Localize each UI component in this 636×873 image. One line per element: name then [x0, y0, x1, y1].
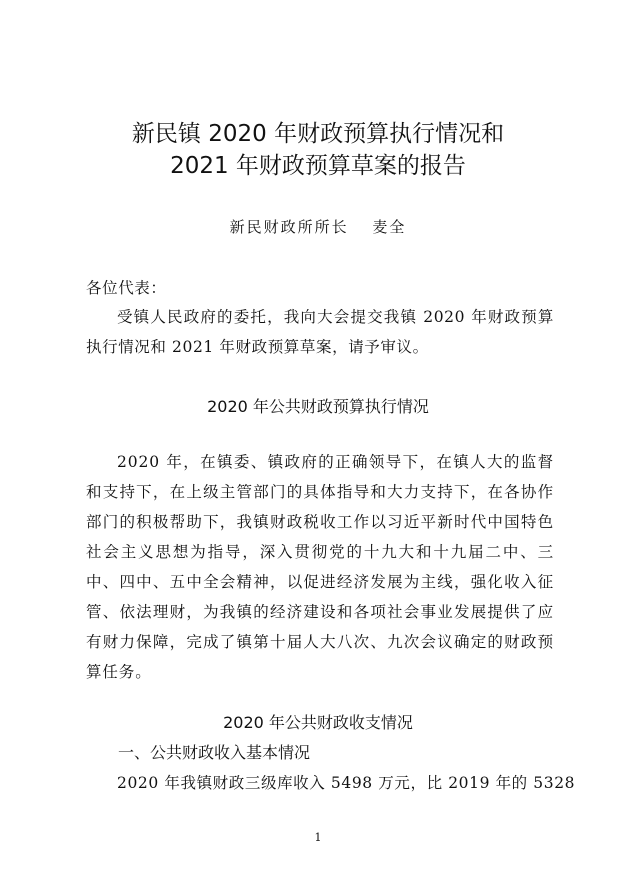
section-heading-budget-execution: 2020 年公共财政预算执行情况 — [207, 397, 429, 416]
revenue-paragraph: 2020 年我镇财政三级库收入 5498 万元，比 2019 年的 5328 — [117, 774, 576, 792]
report-title-line-1: 新民镇 2020 年财政预算执行情况和 — [131, 121, 505, 147]
salutation: 各位代表： — [86, 279, 167, 297]
report-title-line-2: 2021 年财政预算草案的报告 — [170, 153, 466, 179]
budget-execution-paragraph: 2020 年，在镇委、镇政府的正确领导下，在镇人大的监督和支持下，在上级主管部门的具体指导和大力支持下，在各协作部门的积极帮助下，我镇财政税收工作以习近平新时代中国特色社会主义思想为指导，深入贯彻党的十九大和十九届二中、三中、四中、五中全会精神，以促进经济发展为主线，强化收入征管、依法理财，为我镇的经济建设和各项社会事业发展提供了应有财力保障，完成了镇第十届人大八次、九次会议确定的财政预算任务。 — [86, 453, 554, 681]
subsection-heading-revenue: 一、公共财政收入基本情况 — [118, 743, 311, 762]
section-heading-revenue-expenditure: 2020 年公共财政收支情况 — [223, 713, 413, 732]
page-number: 1 — [314, 831, 322, 844]
author-line: 新民财政所所长 麦全 — [229, 218, 407, 236]
intro-paragraph: 受镇人民政府的委托，我向大会提交我镇 2020 年财政预算执行情况和 2021 年财政预算草案，请予审议。 — [86, 308, 554, 356]
